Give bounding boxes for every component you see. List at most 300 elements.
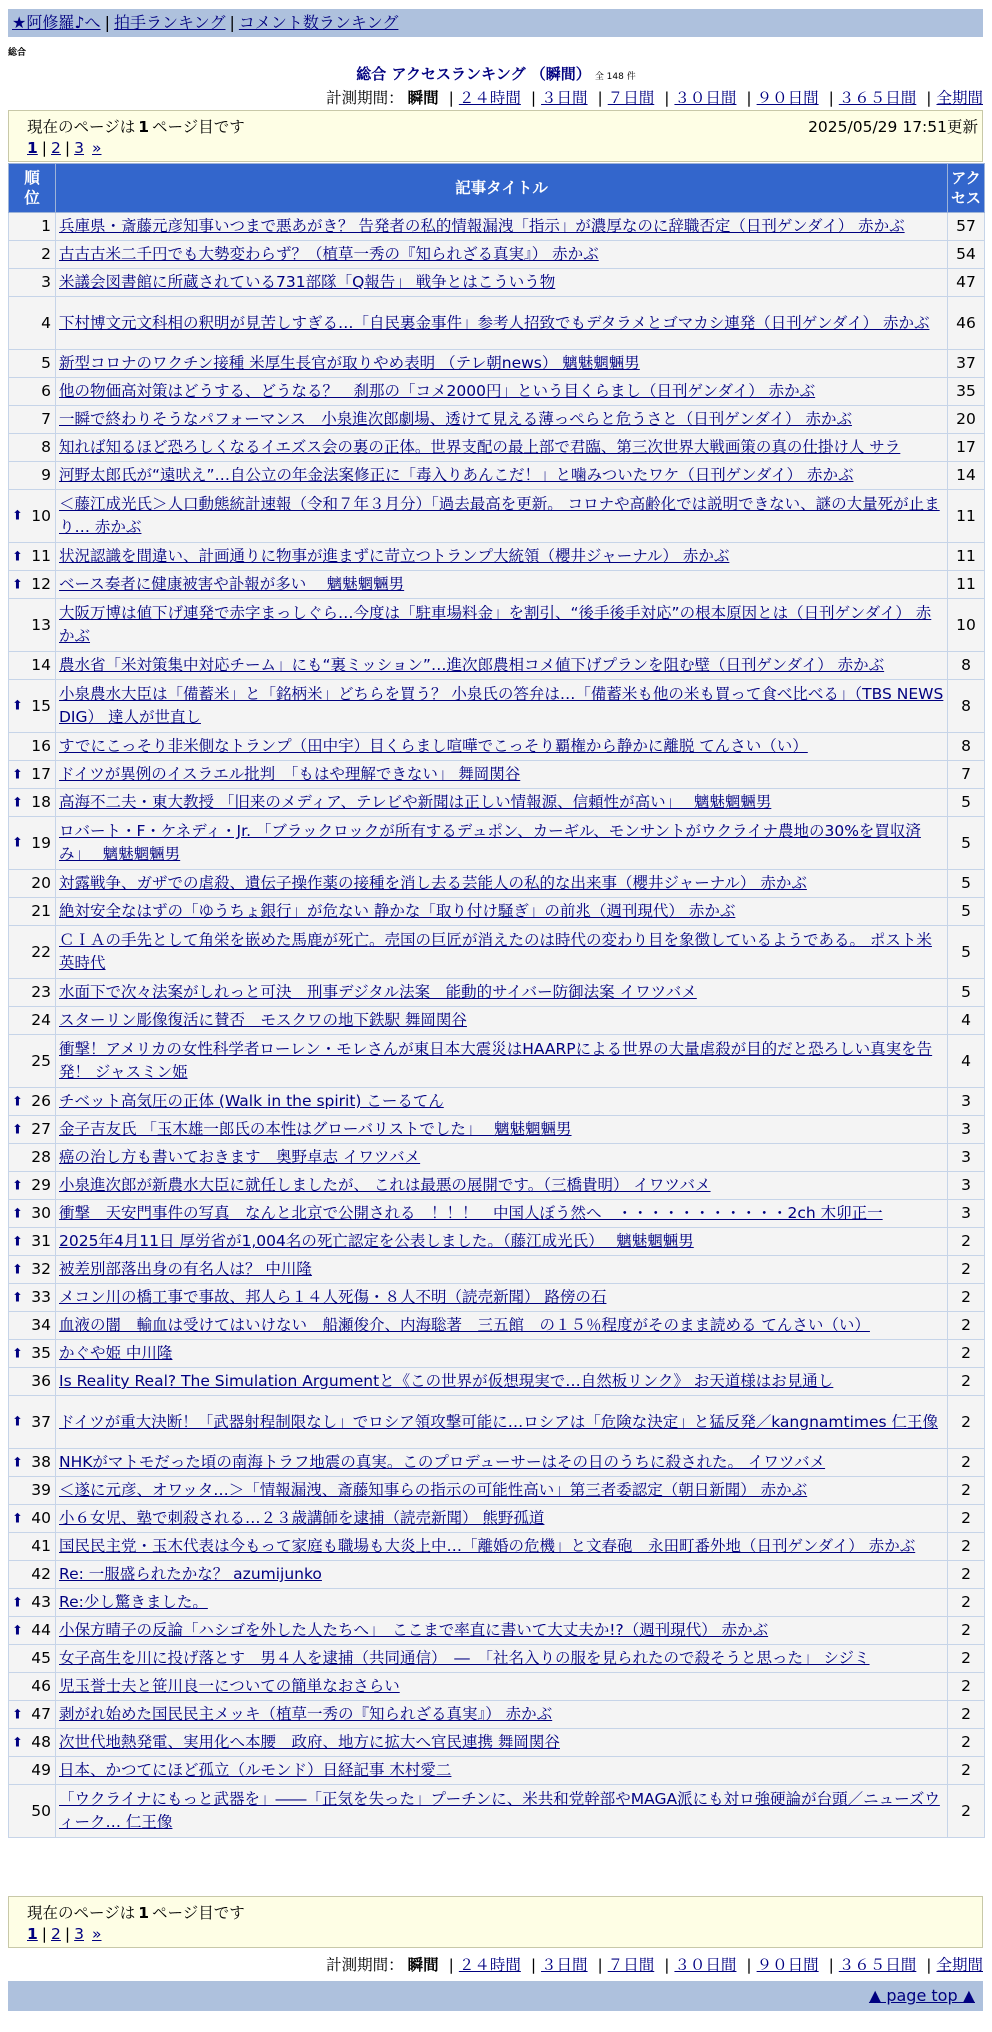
table-row: [9, 761, 985, 789]
article-title-link[interactable]: 下村博文元文科相の釈明が見苦しすぎる…「自民裏金事件」参考人招致でもデタラメとゴマカシ連発（日刊ゲンダイ） 赤かぶ: [59, 313, 930, 332]
next-page-link[interactable]: »: [92, 139, 102, 157]
period-90d[interactable]: ９０日間: [756, 89, 819, 107]
separator: |: [104, 13, 110, 32]
table-row: [9, 1757, 985, 1785]
table-row: [9, 817, 985, 870]
rank-number: 4: [41, 313, 51, 332]
access-count: 3: [948, 1172, 985, 1200]
article-title-link[interactable]: 衝撃！アメリカの女性科学者ローレン・モレさんが東日本大震災はHAARPによる世界の大量虐殺が目的だと恐ろしい真実を告発！ ジャスミン姫: [59, 1040, 933, 1081]
article-title-link[interactable]: 2025年4月11日 厚労省が1,004名の死亡認定を公表しました。（藤江成光氏） 魑魅魍魎男: [59, 1232, 694, 1250]
article-title-link[interactable]: 癌の治し方も書いておきます 奥野卓志 イワツバメ: [59, 1148, 421, 1166]
title-cell: [56, 1007, 948, 1035]
article-title-link[interactable]: 児玉誉士夫と笹川良一についての簡単なおさらい: [59, 1677, 400, 1695]
top-navigation: [8, 9, 983, 37]
rank-number: 32: [31, 1260, 51, 1278]
ranking-table: [8, 163, 985, 1838]
table-row: [9, 599, 985, 652]
title-cell: [56, 378, 948, 406]
rank-cell: [9, 1172, 56, 1200]
rank-cell: [9, 817, 56, 870]
rank-cell: [9, 926, 56, 979]
rank-number: 45: [31, 1649, 51, 1667]
access-count: 57: [948, 213, 985, 241]
title-cell: [56, 652, 948, 680]
rank-number: 42: [31, 1565, 51, 1583]
table-row: [9, 1589, 985, 1617]
rank-cell: [9, 297, 56, 350]
article-title-link[interactable]: 水面下で次々法案がしれっと可決 刑事デジタル法案 能動的サイバー防御法案 イワツバメ: [59, 983, 697, 1001]
period-all[interactable]: 全期間: [936, 89, 983, 107]
rank-cell: [9, 1007, 56, 1035]
article-title-link[interactable]: 新型コロナのワクチン接種 米厚生長官が取りやめ表明 （テレ朝news） 魑魅魍魎男: [59, 354, 640, 372]
period-7d[interactable]: ７日間: [607, 89, 655, 107]
rank-up-arrow-icon: ⬆: [12, 795, 23, 810]
article-title-link[interactable]: Re: 一服盛られたかな？ azumijunko: [59, 1565, 322, 1583]
article-title-link[interactable]: Re:少し驚きました。: [59, 1593, 208, 1611]
table-row: [9, 1200, 985, 1228]
header-title: 記事タイトル: [56, 164, 948, 213]
article-title-link[interactable]: 大阪万博は値下げ連発で赤字まっしぐら…今度は「駐車場料金」を割引、“後手後手対応”の根本原因とは（日刊ゲンダイ） 赤かぶ: [59, 604, 932, 645]
article-title-link[interactable]: 金子吉友氏 「玉木雄一郎氏の本性はグローバリストでした」 魑魅魍魎男: [59, 1120, 572, 1138]
access-count: 3: [948, 1116, 985, 1144]
updated-timestamp: 2025/05/29 17:51更新: [808, 118, 978, 136]
title-cell: [56, 269, 948, 297]
rank-cell: [9, 1757, 56, 1785]
rank-number: 19: [31, 833, 51, 852]
title-cell: [56, 350, 948, 378]
period-selector-bottom: 計測期間： 瞬間 | ２４時間 | ３日間 | ７日間 | ３０日間 | ９０日間 | ３６５日間 | 全期間: [326, 1956, 983, 1974]
article-title-link[interactable]: 小保方晴子の反論「ハシゴを外した人たちへ」 ここまで率直に書いて大丈夫か!?（週刊現代） 赤かぶ: [59, 1621, 769, 1639]
access-count: 2: [948, 1533, 985, 1561]
rank-cell: [9, 1785, 56, 1838]
period-24h[interactable]: ２４時間: [458, 1956, 521, 1974]
rank-number: 23: [31, 983, 51, 1001]
rank-cell: [9, 1088, 56, 1116]
title-cell: [56, 462, 948, 490]
access-count: 2: [948, 1729, 985, 1757]
access-count: 2: [948, 1505, 985, 1533]
rank-number: 33: [31, 1288, 51, 1306]
title-cell: [56, 1757, 948, 1785]
access-count: 2: [948, 1673, 985, 1701]
rank-number: 37: [31, 1412, 51, 1431]
title-cell: [56, 1477, 948, 1505]
home-link[interactable]: ★阿修羅♪へ: [12, 13, 101, 32]
title-cell: [56, 926, 948, 979]
rank-up-arrow-icon: ⬆: [12, 1122, 23, 1137]
article-title-link[interactable]: ドイツが異例のイスラエル批判 「もはや理解できない」 舞岡関谷: [59, 765, 521, 783]
rank-up-arrow-icon: ⬆: [12, 1735, 23, 1750]
table-row: [9, 926, 985, 979]
rank-number: 35: [31, 1344, 51, 1362]
article-title-link[interactable]: 古古古米二千円でも大勢変わらず？（植草一秀の『知られざる真実』） 赤かぶ: [59, 245, 599, 263]
rank-number: 25: [31, 1051, 51, 1070]
title-cell: [56, 1785, 948, 1838]
article-title-link[interactable]: 状況認識を間違い、計画通りに物事が進まずに苛立つトランプ大統領（櫻井ジャーナル） 赤かぶ: [59, 547, 730, 565]
rank-number: 38: [31, 1453, 51, 1471]
table-row: [9, 213, 985, 241]
article-title-link[interactable]: 衝撃 天安門事件の写真 なんと北京で公開される ！！！ 中国人ぼう然へ ・・・・・・・・・・・2ch 木卯正一: [59, 1204, 883, 1222]
pager: 1 | 2 | 3 »: [27, 139, 102, 157]
article-title-link[interactable]: チベット高気圧の正体 (Walk in the spirit) こーるてん: [59, 1092, 444, 1110]
rank-cell: [9, 1200, 56, 1228]
access-count: 2: [948, 1701, 985, 1729]
access-count: 2: [948, 1284, 985, 1312]
access-count: 14: [948, 462, 985, 490]
access-count: 2: [948, 1561, 985, 1589]
page-3-link[interactable]: 3: [74, 1925, 85, 1943]
table-row: [9, 1256, 985, 1284]
access-count: 37: [948, 350, 985, 378]
access-count: 20: [948, 406, 985, 434]
article-title-link[interactable]: 女子高生を川に投げ落とす 男４人を逮捕（共同通信） ― 「社名入りの服を見られたので殺そうと思った」 シジミ: [59, 1649, 870, 1667]
table-row: [9, 733, 985, 761]
title-cell: [56, 297, 948, 350]
rank-up-arrow-icon: ⬆: [12, 1178, 23, 1193]
access-count: 2: [948, 1228, 985, 1256]
rank-number: 10: [31, 506, 51, 525]
article-title-link[interactable]: 小泉進次郎が新農水大臣に就任しましたが、 これは最悪の展開です。（三橋貴明） イワツバメ: [59, 1176, 711, 1194]
rank-cell: [9, 269, 56, 297]
access-count: 2: [948, 1256, 985, 1284]
access-count: 5: [948, 979, 985, 1007]
article-title-link[interactable]: ＜藤江成光氏＞人口動態統計速報（令和７年３月分）「過去最高を更新。 コロナや高齢化では説明できない、謎の大量死が止まり… 赤かぶ: [59, 495, 940, 536]
access-count: 8: [948, 680, 985, 733]
access-count: 47: [948, 269, 985, 297]
title-cell: [56, 1256, 948, 1284]
table-row: [9, 1284, 985, 1312]
article-title-link[interactable]: ＜遂に元彦、オワッタ…＞「情報漏洩、斎藤知事らの指示の可能性高い」第三者委認定（朝日新聞） 赤かぶ: [59, 1481, 808, 1499]
rank-number: 2: [41, 245, 51, 263]
table-row: [9, 297, 985, 350]
table-row: [9, 571, 985, 599]
rank-cell: [9, 1477, 56, 1505]
rank-number: 14: [31, 656, 51, 674]
rank-number: 29: [31, 1176, 51, 1194]
table-row: [9, 1785, 985, 1838]
period-30d[interactable]: ３０日間: [674, 89, 737, 107]
rank-number: 8: [41, 438, 51, 456]
rank-cell: [9, 213, 56, 241]
rank-cell: [9, 1589, 56, 1617]
rank-number: 41: [31, 1537, 51, 1555]
table-row: [9, 350, 985, 378]
access-count: 2: [948, 1645, 985, 1673]
period-3d[interactable]: ３日間: [541, 1956, 588, 1974]
page-1-link[interactable]: 1: [27, 1925, 38, 1943]
period-current: 瞬間: [407, 1956, 439, 1974]
table-row: [9, 406, 985, 434]
rank-cell: [9, 1035, 56, 1088]
access-count: 5: [948, 817, 985, 870]
article-title-link[interactable]: 農水省「米対策集中対応チーム」にも“裏ミッション”…進次郎農相コメ値下げプランを阻む壁（日刊ゲンダイ） 赤かぶ: [59, 656, 885, 674]
next-page-link[interactable]: »: [92, 1925, 102, 1943]
article-title-link[interactable]: 剥がれ始めた国民民主メッキ（植草一秀の『知られざる真実』） 赤かぶ: [59, 1705, 553, 1723]
access-count: 4: [948, 1007, 985, 1035]
title-cell: [56, 1533, 948, 1561]
rank-cell: [9, 1312, 56, 1340]
article-title-link[interactable]: ＣＩＡの手先として角栄を嵌めた馬鹿が死亡。売国の巨匠が消えたのは時代の変わり目を象徴しているようである。 ポスト米英時代: [59, 931, 932, 972]
article-title-link[interactable]: 日本、かつてにほど孤立（ルモンド）日経記事 木村愛二: [59, 1761, 452, 1779]
article-title-link[interactable]: 被差別部落出身の有名人は？ 中川隆: [59, 1260, 312, 1278]
rank-number: 16: [31, 737, 51, 755]
total-count: 全 148 件: [594, 72, 636, 82]
title-cell: [56, 817, 948, 870]
table-row: [9, 1561, 985, 1589]
table-row: [9, 870, 985, 898]
title-cell: [56, 406, 948, 434]
page-2-link[interactable]: 2: [51, 1925, 61, 1943]
table-row: [9, 1228, 985, 1256]
article-title-link[interactable]: かぐや姫 中川隆: [59, 1344, 173, 1362]
table-row: [9, 898, 985, 926]
rank-up-arrow-icon: ⬆: [12, 1595, 23, 1610]
rank-cell: [9, 1116, 56, 1144]
title-cell: [56, 241, 948, 269]
article-title-link[interactable]: 高海不二夫・東大教授 「旧来のメディア、テレビや新聞は正しい情報源、信頼性が高い」 魑魅魍魎男: [59, 793, 772, 811]
period-365d[interactable]: ３６５日間: [838, 89, 917, 107]
rank-number: 44: [31, 1621, 51, 1639]
rank-number: 9: [41, 466, 51, 484]
access-count: 54: [948, 241, 985, 269]
rank-number: 18: [31, 793, 51, 811]
access-count: 7: [948, 761, 985, 789]
rank-cell: [9, 1645, 56, 1673]
rank-cell: [9, 870, 56, 898]
rank-up-arrow-icon: ⬆: [12, 549, 23, 564]
table-row: [9, 1533, 985, 1561]
table-row: [9, 1729, 985, 1757]
rank-number: 30: [31, 1204, 51, 1222]
page-title-text: 総合 アクセスランキング （瞬間）: [356, 65, 591, 83]
title-cell: [56, 979, 948, 1007]
rank-up-arrow-icon: ⬆: [12, 508, 23, 524]
table-row: [9, 241, 985, 269]
article-title-link[interactable]: 米議会図書館に所蔵されている731部隊「Q報告」 戦争とはこういう物: [59, 273, 556, 291]
rank-cell: [9, 733, 56, 761]
comment-ranking-link[interactable]: コメント数ランキング: [238, 13, 399, 32]
rank-cell: [9, 1449, 56, 1477]
rank-cell: [9, 462, 56, 490]
rank-cell: [9, 1396, 56, 1449]
table-row: [9, 1312, 985, 1340]
rank-up-arrow-icon: ⬆: [12, 1707, 23, 1722]
rank-cell: [9, 1144, 56, 1172]
table-row: [9, 1116, 985, 1144]
title-cell: [56, 1396, 948, 1449]
article-title-link[interactable]: 「ウクライナにもっと武器を」――「正気を失った」プーチンに、米共和党幹部やMAGA派にも対ロ強硬論が台頭／ニューズウィーク… 仁王像: [59, 1790, 940, 1831]
page-1-link[interactable]: 1: [27, 139, 38, 157]
article-title-link[interactable]: 対露戦争、ガザでの虐殺、遺伝子操作薬の接種を消し去る芸能人の私的な出来事（櫻井ジャーナル） 赤かぶ: [59, 874, 807, 892]
article-title-link[interactable]: NHKがマトモだった頃の南海トラフ地震の真実。このプロデューサーはその日のうちに殺された。 イワツバメ: [59, 1453, 826, 1471]
article-title-link[interactable]: 血液の闇 輸血は受けてはいけない 船瀬俊介、内海聡著 三五館 の１５％程度がそのまま読める てんさい（い）: [59, 1316, 870, 1334]
rank-number: 7: [41, 410, 51, 428]
access-count: 3: [948, 1144, 985, 1172]
table-row: [9, 462, 985, 490]
rank-number: 12: [31, 575, 51, 593]
access-count: 2: [948, 1368, 985, 1396]
table-row: [9, 1701, 985, 1729]
rank-up-arrow-icon: ⬆: [12, 1414, 23, 1430]
rank-number: 39: [31, 1481, 51, 1499]
rank-cell: [9, 406, 56, 434]
title-cell: [56, 761, 948, 789]
page-top-link[interactable]: ▲ page top ▲: [868, 1986, 975, 2005]
rank-cell: [9, 1505, 56, 1533]
period-3d[interactable]: ３日間: [541, 89, 588, 107]
table-row: [9, 378, 985, 406]
period-current: 瞬間: [407, 89, 439, 107]
table-row: [9, 1645, 985, 1673]
access-count: 8: [948, 652, 985, 680]
access-count: 2: [948, 1312, 985, 1340]
access-count: 2: [948, 1589, 985, 1617]
rank-cell: [9, 1228, 56, 1256]
title-cell: [56, 1729, 948, 1757]
rank-number: 27: [31, 1120, 51, 1138]
rank-number: 26: [31, 1092, 51, 1110]
access-count: 17: [948, 434, 985, 462]
access-count: 35: [948, 378, 985, 406]
period-365d[interactable]: ３６５日間: [838, 1956, 917, 1974]
current-page-text: 現在のページは 1 ページ目です: [27, 1904, 245, 1922]
access-count: 2: [948, 1449, 985, 1477]
table-row: [9, 1449, 985, 1477]
article-title-link[interactable]: スターリン彫像復活に賛否 モスクワの地下鉄駅 舞岡関谷: [59, 1011, 467, 1029]
article-title-link[interactable]: Is Reality Real? The Simulation Argumentと《この世界が仮想現実で…自然板リンク》 お天道様はお見通し: [59, 1372, 834, 1390]
rank-cell: [9, 434, 56, 462]
title-cell: [56, 898, 948, 926]
title-cell: [56, 1340, 948, 1368]
title-cell: [56, 680, 948, 733]
title-cell: [56, 571, 948, 599]
article-title-link[interactable]: 兵庫県・斎藤元彦知事いつまで悪あがき？ 告発者の私的情報漏洩「指示」が濃厚なのに辞職否定（日刊ゲンダイ） 赤かぶ: [59, 217, 905, 235]
table-row: [9, 1088, 985, 1116]
article-title-link[interactable]: 次世代地熱発電、実用化へ本腰 政府、地方に拡大へ官民連携 舞岡関谷: [59, 1733, 560, 1751]
rank-up-arrow-icon: ⬆: [12, 1346, 23, 1361]
rank-number: 24: [31, 1011, 51, 1029]
rank-cell: [9, 1673, 56, 1701]
rank-number: 17: [31, 765, 51, 783]
period-24h[interactable]: ２４時間: [458, 89, 521, 107]
period-90d[interactable]: ９０日間: [756, 1956, 819, 1974]
rank-cell: [9, 1368, 56, 1396]
pager: 1 | 2 | 3 »: [27, 1925, 102, 1943]
rank-number: 50: [31, 1801, 51, 1820]
rank-up-arrow-icon: ⬆: [12, 835, 23, 851]
title-cell: [56, 1617, 948, 1645]
pagination-bottom: [8, 1896, 983, 1948]
page-2-link[interactable]: 2: [51, 139, 61, 157]
rank-number: 21: [31, 902, 51, 920]
title-cell: [56, 1284, 948, 1312]
title-cell: [56, 1172, 948, 1200]
applause-ranking-link[interactable]: 拍手ランキング: [113, 13, 226, 32]
rank-number: 1: [41, 217, 51, 235]
table-row: [9, 1673, 985, 1701]
title-cell: [56, 1589, 948, 1617]
rank-up-arrow-icon: ⬆: [12, 1290, 23, 1305]
rank-number: 11: [31, 547, 51, 565]
category-label: 総合: [8, 48, 27, 58]
article-title-link[interactable]: 小泉農水大臣は「備蓄米」と「銘柄米」どちらを買う？ 小泉氏の答弁は…「備蓄米も他の米も買って食べ比べる」（TBS NEWS DIG） 達人が世直し: [59, 685, 944, 726]
rank-cell: [9, 898, 56, 926]
rank-up-arrow-icon: ⬆: [12, 1262, 23, 1277]
title-cell: [56, 1200, 948, 1228]
article-title-link[interactable]: 小６女児、塾で刺殺される…２３歳講師を逮捕（読売新聞） 熊野孤道: [59, 1509, 545, 1527]
table-row: [9, 490, 985, 543]
article-title-link[interactable]: 絶対安全なはずの「ゆうちょ銀行」が危ない 静かな「取り付け騒ぎ」の前兆（週刊現代） 赤かぶ: [59, 902, 736, 920]
article-title-link[interactable]: 国民民主党・玉木代表は今もって家庭も職場も大炎上中…「離婚の危機」と文春砲 永田町番外地（日刊ゲンダイ） 赤かぶ: [59, 1537, 916, 1555]
title-cell: [56, 1144, 948, 1172]
rank-up-arrow-icon: ⬆: [12, 577, 23, 592]
table-row: [9, 1368, 985, 1396]
article-title-link[interactable]: 一瞬で終わりそうなパフォーマンス 小泉進次郎劇場、透けて見える薄っぺらと危うさと（日刊ゲンダイ） 赤かぶ: [59, 410, 852, 428]
rank-up-arrow-icon: ⬆: [12, 1511, 23, 1526]
access-count: 2: [948, 1757, 985, 1785]
table-row: [9, 1035, 985, 1088]
table-row: [9, 434, 985, 462]
rank-number: 49: [31, 1761, 51, 1779]
access-count: 11: [948, 490, 985, 543]
rank-up-arrow-icon: ⬆: [12, 1206, 23, 1221]
footer-bar: [8, 1981, 983, 2011]
table-row: [9, 1144, 985, 1172]
rank-number: 22: [31, 942, 51, 961]
rank-number: 5: [41, 354, 51, 372]
rank-number: 47: [31, 1705, 51, 1723]
title-cell: [56, 434, 948, 462]
title-cell: [56, 1701, 948, 1729]
access-count: 2: [948, 1785, 985, 1838]
period-7d[interactable]: ７日間: [607, 1956, 655, 1974]
header-rank: 順位: [9, 164, 56, 213]
rank-number: 6: [41, 382, 51, 400]
access-count: 5: [948, 898, 985, 926]
access-count: 4: [948, 1035, 985, 1088]
article-title-link[interactable]: 知れば知るほど恐ろしくなるイエズス会の裏の正体。世界支配の最上部で君臨、第三次世界大戦画策の真の仕掛け人 サラ: [59, 438, 901, 456]
article-title-link[interactable]: 河野太郎氏が“遠吠え”…自公立の年金法案修正に「毒入りあんこだ！」と噛みついたワケ（日刊ゲンダイ） 赤かぶ: [59, 466, 854, 484]
rank-number: 13: [31, 615, 51, 634]
rank-cell: [9, 1729, 56, 1757]
article-title-link[interactable]: メコン川の橋工事で事故、邦人ら１４人死傷・８人不明（読売新聞） 路傍の石: [59, 1288, 607, 1306]
rank-number: 43: [31, 1593, 51, 1611]
access-count: 5: [948, 870, 985, 898]
period-30d[interactable]: ３０日間: [674, 1956, 737, 1974]
title-cell: [56, 733, 948, 761]
title-cell: [56, 1561, 948, 1589]
rank-up-arrow-icon: ⬆: [12, 1234, 23, 1249]
title-cell: [56, 1035, 948, 1088]
page-3-link[interactable]: 3: [74, 139, 85, 157]
table-row: [9, 1340, 985, 1368]
rank-cell: [9, 1701, 56, 1729]
article-title-link[interactable]: すでにこっそり非米側なトランプ（田中宇）目くらまし喧嘩でこっそり覇権から静かに離脱 てんさい（い）: [59, 737, 808, 755]
page-title: [0, 63, 992, 84]
rank-cell: [9, 350, 56, 378]
article-title-link[interactable]: ベース奏者に健康被害や訃報が多い 魑魅魍魎男: [59, 575, 405, 593]
period-all[interactable]: 全期間: [936, 1956, 983, 1974]
rank-cell: [9, 680, 56, 733]
article-title-link[interactable]: 他の物価高対策はどうする、どうなる？ 刹那の「コメ2000円」という目くらまし（日刊ゲンダイ） 赤かぶ: [59, 382, 816, 400]
title-cell: [56, 599, 948, 652]
article-title-link[interactable]: ドイツが重大決断！「武器射程制限なし」でロシア領攻撃可能に…ロシアは「危険な決定」と猛反発／kangnamtimes 仁王像: [59, 1412, 939, 1431]
rank-number: 36: [31, 1372, 51, 1390]
header-access: アクセス: [948, 164, 985, 213]
table-row: [9, 1505, 985, 1533]
article-title-link[interactable]: ロバート・F・ケネディ・Jr. 「ブラックロックが所有するデュポン、カーギル、モンサントがウクライナ農地の30%を買収済み」 魑魅魍魎男: [59, 822, 921, 863]
title-cell: [56, 1505, 948, 1533]
